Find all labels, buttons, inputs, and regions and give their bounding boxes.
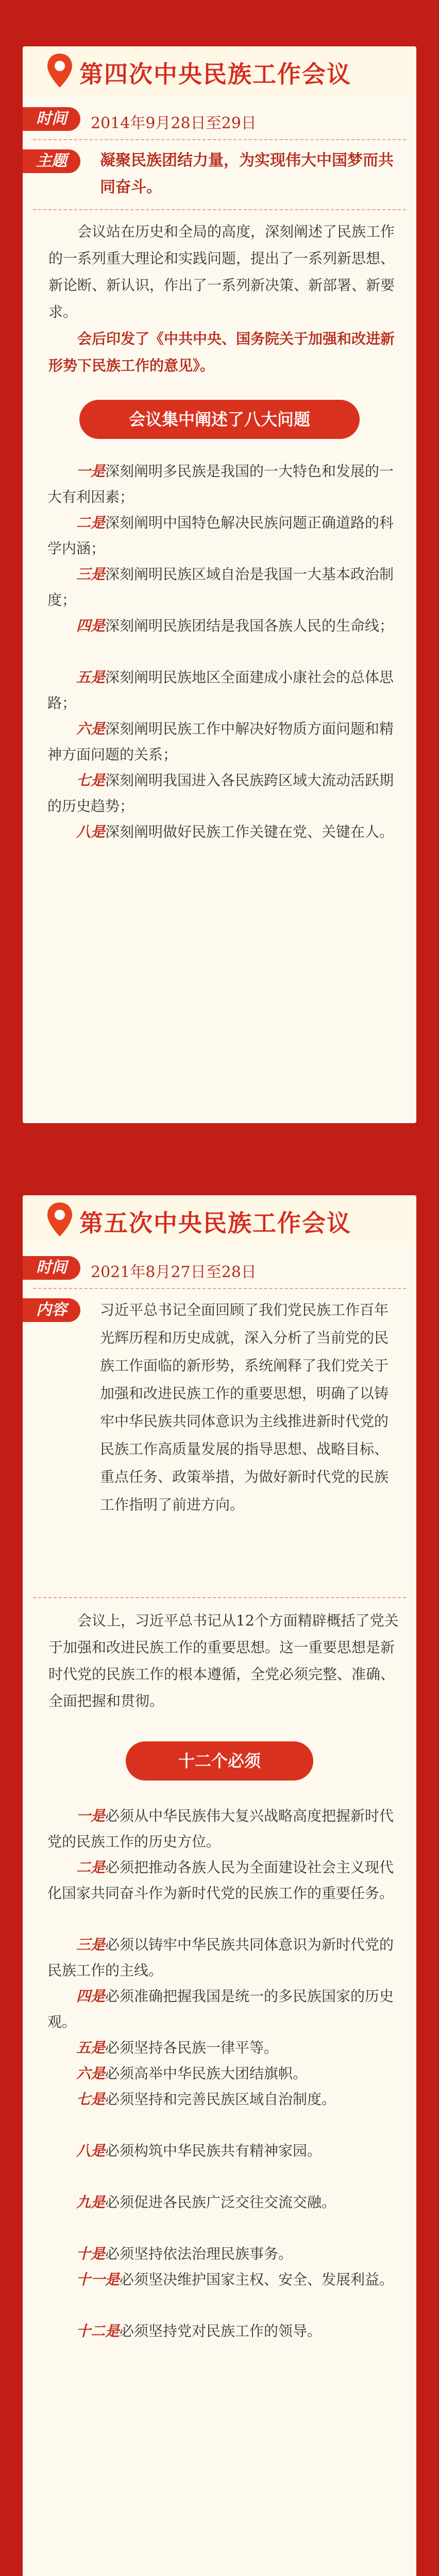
list-item [47,459,401,510]
item-key: 二是 [76,514,106,531]
item-key: 十二是 [76,2323,120,2340]
meeting-4-time: 2014年9月28日至29日 [91,114,257,132]
item-key: 六是 [76,2065,106,2082]
item-key: 五是 [76,669,106,686]
item-text: 深刻阐明中国特色解决民族问题正确道路的科学内涵； [47,514,394,557]
item-text: 必须构筑中华民族共有精神家园。 [105,2142,322,2159]
item-text: 必须把推动各族人民为全面建设社会主义现代化国家共同奋斗作为新时代党的民族工作的重要任务。 [47,1859,394,1902]
list-item [47,2138,401,2164]
item-key: 三是 [76,1936,106,1953]
divider [33,1597,406,1598]
list-item [47,819,401,845]
item-text: 必须坚持党对民族工作的领导。 [120,2323,322,2340]
list-item [47,1803,401,1855]
item-key: 五是 [76,2039,106,2056]
item-key: 四是 [76,1988,106,2005]
list-item [47,613,401,639]
item-text: 深刻阐明多民族是我国的一大特色和发展的一大有利因素； [47,463,394,505]
item-key: 二是 [76,1859,106,1876]
item-text: 必须高举中华民族大团结旗帜。 [105,2065,308,2082]
item-text: 深刻阐明做好民族工作关键在党、关键在人。 [105,823,394,840]
list-item [47,2318,401,2344]
item-key: 三是 [76,566,106,583]
meeting-4-theme: 凝聚民族团结力量，为实现伟大中国梦而共同奋斗。 [100,151,394,196]
list-item [47,510,401,562]
divider [33,209,406,210]
item-key: 十是 [76,2245,106,2262]
item-key: 一是 [76,1807,106,1824]
item-text: 深刻阐明民族团结是我国各族人民的生命线； [105,617,394,634]
list-item [47,1984,401,2035]
list-item [47,2190,401,2215]
item-key: 七是 [76,772,106,789]
meeting-5-summary: 会议上，习近平总书记从12个方面精辟概括了党关于加强和改进民族工作的重要思想。这一重要思想是新时代党的民族工作的根本遵循，全党必须完整、准确、全面把握和贯彻。 [48,1612,399,1709]
meeting-5-time: 2021年8月27日至28日 [91,1263,257,1281]
item-text: 深刻阐明民族地区全面建成小康社会的总体思路； [47,669,394,711]
time-tag: 时间 [23,107,80,131]
item-text: 必须从中华民族伟大复兴战略高度把握新时代党的民族工作的历史方位。 [47,1807,394,1850]
item-text: 深刻阐明民族工作中解决好物质方面问题和精神方面问题的关系； [47,720,394,763]
item-text: 深刻阐明民族区域自治是我国一大基本政治制度； [47,566,394,608]
list-item [47,2087,401,2112]
meeting-4-title: 第四次中央民族工作会议 [79,60,351,88]
meeting-4-document: 会后印发了《中共中央、国务院关于加强和改进新形势下民族工作的意见》。 [48,330,395,374]
item-text: 必须坚决维护国家主权、安全、发展利益。 [120,2271,394,2288]
item-text: 必须准确把握我国是统一的多民族国家的历史观。 [47,1988,394,2030]
item-key: 七是 [76,2091,106,2108]
item-key: 九是 [76,2194,106,2211]
item-key: 四是 [76,617,106,634]
meeting-4-title-bar [23,46,416,96]
list-item [47,665,401,716]
item-text: 必须坚持各民族一律平等。 [105,2039,279,2056]
divider [33,1288,406,1289]
item-text: 必须坚持依法治理民族事务。 [105,2245,293,2262]
time-tag: 时间 [23,1256,80,1280]
content-tag: 内容 [23,1298,80,1322]
list-item [47,2061,401,2087]
meeting-4-summary: 会议站在历史和全局的高度，深刻阐述了民族工作的一系列重大理论和实践问题，提出了一系列新思想、新论断、新认识，作出了一系列新决策、新部署、新要求。 [48,223,395,320]
item-text: 必须促进各民族广泛交往交流交融。 [105,2194,336,2211]
item-key: 一是 [76,463,106,480]
item-key: 六是 [76,720,106,737]
list-item [47,768,401,819]
item-key: 八是 [76,2142,106,2159]
meeting-4-banner: 会议集中阐述了八大问题 [79,400,360,439]
location-pin-icon [45,1201,74,1238]
list-item [47,1932,401,1984]
theme-tag: 主题 [23,149,80,173]
list-item [47,716,401,768]
item-text: 必须以铸牢中华民族共同体意识为新时代党的民族工作的主线。 [47,1936,394,1979]
item-key: 十一是 [76,2271,120,2288]
item-text: 必须坚持和完善民族区域自治制度。 [105,2091,336,2108]
meeting-4-card [23,46,416,1123]
meeting-5-title-bar [23,1195,416,1245]
meeting-5-card [23,1195,416,2576]
list-item [47,2241,401,2267]
list-item [47,562,401,613]
list-item [47,1855,401,1906]
location-pin-icon [45,53,74,89]
meeting-5-content: 习近平总书记全面回顾了我们党民族工作百年光辉历程和历史成就，深入分析了当前党的民族工作面临的新形势，系统阐释了我们党关于加强和改进民族工作的重要思想，明确了以铸牢中华民族共同体意识为主线推进新时代党的民族工作高质量发展的指导思想、战略目标、重点任务、政策举措，为做好新时代党的民族工作指明了前进方向。 [100,1301,389,1513]
list-item [47,2035,401,2061]
item-key: 八是 [76,823,106,840]
item-text: 深刻阐明我国进入各民族跨区域大流动活跃期的历史趋势； [47,772,394,815]
divider [33,139,406,140]
meeting-5-title: 第五次中央民族工作会议 [79,1209,351,1237]
list-item [47,2267,401,2293]
meeting-5-banner: 十二个必须 [126,1741,313,1781]
